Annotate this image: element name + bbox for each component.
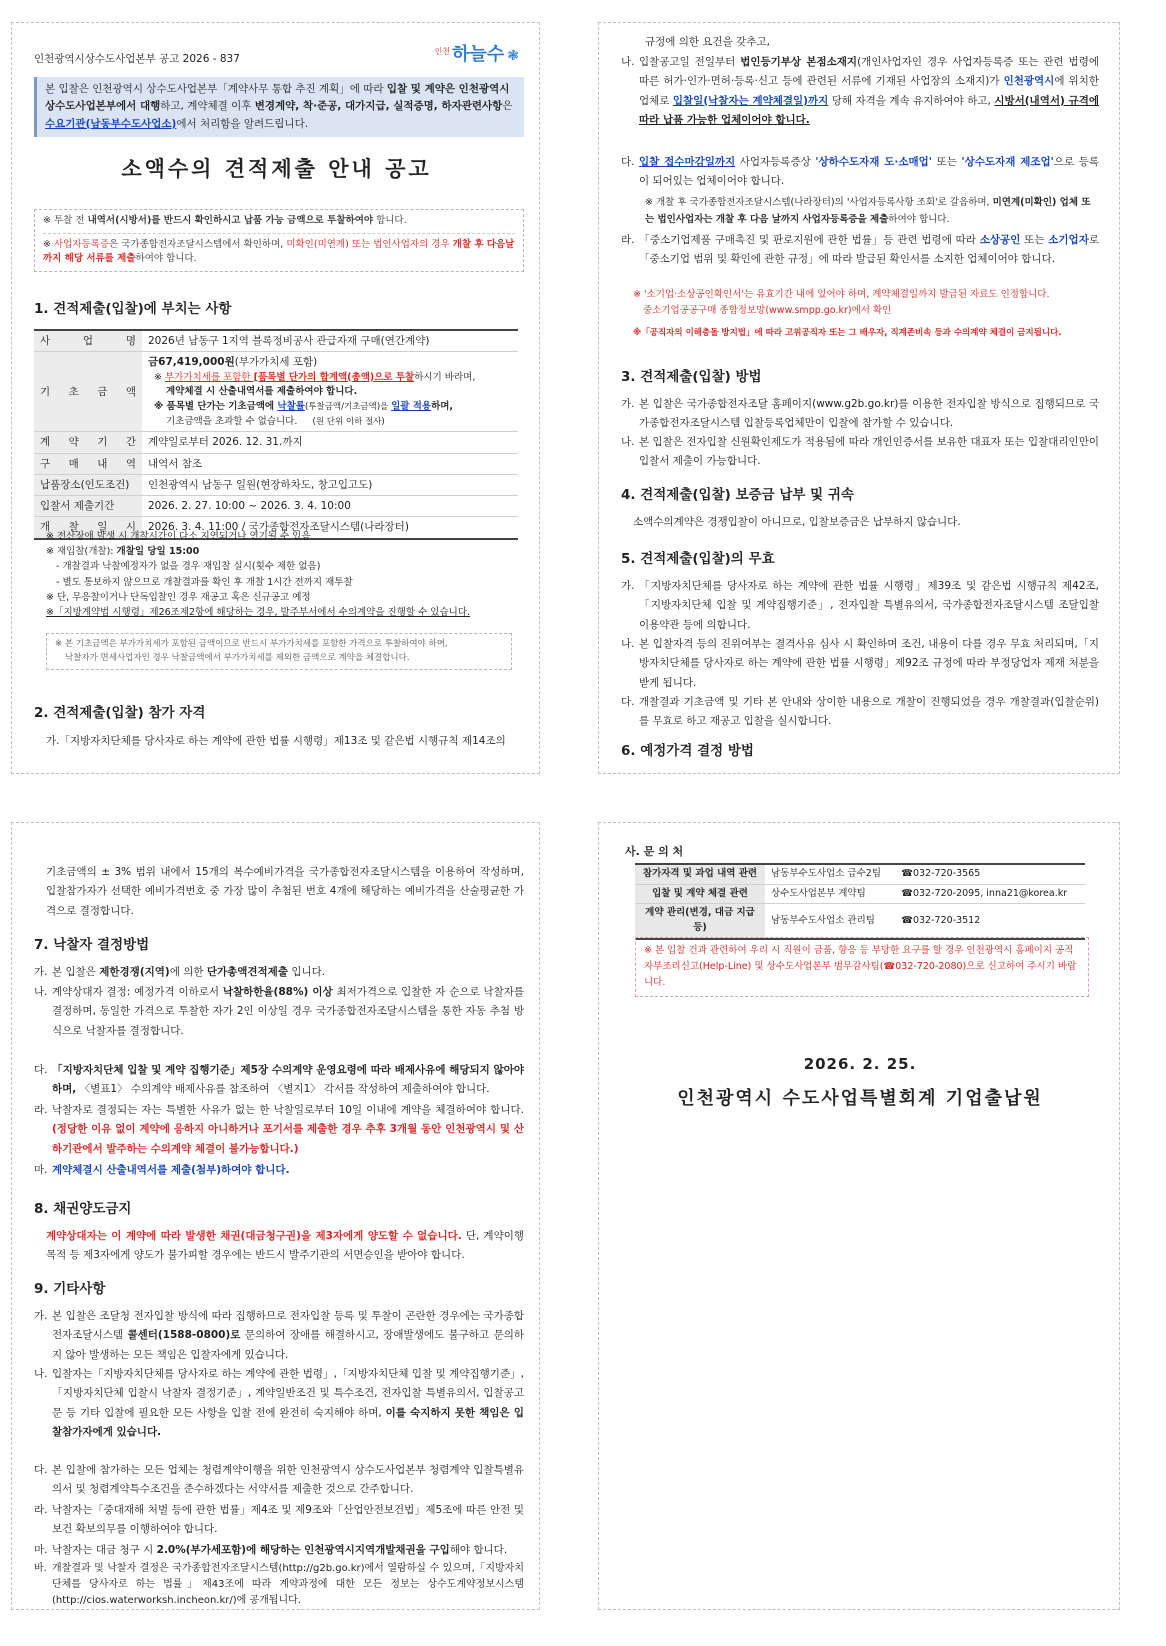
section-3-title: 3. 견적제출(입찰) 방법: [621, 369, 762, 385]
page-4: [598, 822, 1120, 1610]
intro-text: 하고, 계약체결 이후: [160, 100, 255, 113]
price-note: (원 단위 이하 절사): [312, 416, 385, 427]
ra-note-3: ※「공직자의 이해충돌 방지법」에 따라 고위공직자 또는 그 배우자, 직계존비속 등과 수의계약 체결이 금지됩니다.: [633, 328, 1062, 338]
page-3: [11, 822, 540, 1610]
note-text: 미연계(미확인) 업체 또는 법인사업자는 개찰 후 다음 날까지 사업자등록증을 제출: [645, 197, 1091, 225]
note-text: 하여야 합니다.: [888, 213, 950, 225]
note-line: - 별도 통보하지 않으므로 개찰결과를 확인 후 개찰 1시간 전까지 재투찰: [56, 576, 353, 588]
row-value: 2026년 남동구 1지역 블록정비공사 관급자재 구매(연간계약): [142, 330, 518, 352]
item-text: 〈별표1〉 수의계약 배제사유를 참조하여 〈별지1〉 각서를 작성하여 제출하여야 합니다.: [76, 1083, 490, 1096]
item-label: 나.: [34, 986, 48, 998]
note-text: 하여야 합니다.: [135, 253, 197, 265]
announcement-number: 인천광역시상수도사업본부 공고 2026 - 837: [34, 53, 240, 65]
table-row: [34, 330, 518, 352]
eligibility-note: [645, 195, 1099, 228]
item-label: 다.: [621, 156, 635, 168]
section-7-item-ra: [34, 1101, 524, 1159]
item-text: 입찰 접수마감일까지: [639, 156, 736, 168]
section-8-body: [46, 1227, 524, 1266]
item-text: 입찰일(낙찰자는 계약체결일)까지: [672, 94, 829, 107]
item-text: (개인사업자인 경우 사업자등록증 또는 관련 법령에 따른 허가·인가·면허·등록·신고 등에 관련된 서류에 기재된 사업장의 소재지)가: [639, 56, 1099, 88]
item-label: 나.: [621, 638, 635, 650]
item-label: 바.: [34, 1563, 47, 1574]
contact-role: 입찰 및 계약 체결 관련: [635, 884, 765, 904]
item-text: 계약체결시 산출내역서를 제출(첨부)하여야 합니다.: [52, 1164, 290, 1176]
item-text: 본 입찰은 전자입찰 신원확인제도가 적용됨에 따라 개인인증서를 보유한 대표자 또는 입찰대리인만이 입찰서 제출이 가능합니다.: [639, 436, 1099, 468]
ra-note-1: ※ '소기업·소상공인확인서'는 유효기간 내에 있어야 하며, 계약체결일까지 발급된 자료도 인정합니다.: [633, 289, 1050, 300]
item-label: 나.: [621, 56, 635, 68]
item-text: '상하수도자재 도·소매업': [815, 156, 932, 168]
row-key: 구 매 내 역: [34, 453, 142, 474]
item-label: 다.: [621, 696, 635, 708]
contact-phone: ☎032-720-3565: [895, 864, 1085, 884]
row-value: 2026. 2. 27. 10:00 ~ 2026. 3. 4. 10:00: [142, 496, 518, 517]
note-text: 개찰 후 다음날까지 해당 서류를 제출: [43, 238, 515, 265]
section-5-item-ga: [621, 577, 1099, 635]
item-text: 2.0%(부가세포함)에 해당하는 인천광역시지역개발채권을 구입: [156, 1544, 450, 1556]
section-3-item-ga: [621, 395, 1099, 434]
contact-role: 참가자격 및 과업 내역 관련: [635, 864, 765, 884]
item-text: 법인등기부상 본점소재지: [740, 56, 858, 68]
item-text: 소기업자: [1048, 234, 1089, 246]
note-line: ※ 본 기초금액은 부가가치세가 포함된 금액이므로 반드시 부가가치세를 포함한 가격으로 투찰하여야 하며,: [55, 639, 448, 649]
item-text: 「지방자치단체 입찰 및 계약 집행기준」제5장 수의계약 운영요령에 따라 배제사유에 해당되지 않아야 하며,: [52, 1064, 524, 1096]
page-title: 소액수의 견적제출 안내 공고: [121, 157, 432, 181]
intro-text: 입찰 및 계약은 인천광역시 상수도사업본부에서 대행: [45, 83, 510, 113]
row-value: 계약일로부터 2026. 12. 31.까지: [142, 432, 518, 453]
star-logo-icon: ❃: [507, 48, 519, 64]
item-label: 마.: [34, 1544, 48, 1556]
note-line: - 개찰결과 낙찰예정자가 없을 경우 재입찰 실시(횟수 제한 없음): [56, 561, 321, 573]
item-text: '상수도자재 제조업': [961, 156, 1054, 168]
item-label: 가.: [34, 966, 48, 978]
note-line: 개찰일 당일 15:00: [116, 546, 200, 558]
item-label: 라.: [34, 1504, 48, 1516]
item-text: 문의하여 장애를 해결하시고, 장애발생에도 불구하고 문의하지 않아 발생하는 모든 책임은 입찰자에게 있습니다.: [52, 1329, 525, 1361]
item-text: 콜센터(1588-0800)로: [127, 1329, 241, 1342]
row-value: [142, 352, 518, 432]
table-row: [34, 432, 518, 453]
section-7-title: 7. 낙찰자 결정방법: [34, 937, 150, 953]
item-text: 또는: [932, 156, 962, 168]
page-1: [11, 22, 540, 774]
section-9-item-ra: [34, 1501, 524, 1540]
row-key: 납품장소(인도조건): [34, 474, 142, 495]
item-text: 본 입찰은 조달청 전자입찰 방식에 따라 집행하므로 전자입찰 등록 및 투찰이 곤란한 경우에는 국가종합전자조달시스템: [52, 1310, 524, 1342]
item-text: 최저가격으로 입찰한 자 순으로 낙찰자를 결정하며, 동일한 가격으로 투찰한 자가 2인 이상일 경우 국가종합전자조달시스템을 통한 자동 추첨 방식으로 낙찰자를 결정합니다.: [52, 986, 524, 1037]
section-5-item-da: [621, 693, 1099, 732]
intro-text: 은: [502, 100, 513, 113]
table-row: [34, 496, 518, 517]
item-text: 입찰자는「지방자치단체를 당사자로 하는 계약에 관한 법령」,「지방자치단체 입찰 및 계약집행기준」,「지방자치단체 입찰시 낙찰자 결정기준」, 계약일반조건 및 특수조건, 전자입찰 특별유의서, 입찰공고문 등 기타 입찰에 필요한 모든 사항을 입찰 전에 완전히 숙지해야 하며,: [52, 1368, 524, 1419]
item-text: 개찰결과 기초금액 및 기타 본 안내와 상이한 내용으로 개찰이 진행되었을 경우 개찰결과(입찰순위)를 무효로 하고 재공고 입찰을 실시합니다.: [639, 696, 1099, 728]
logo-small-text: 인천: [434, 47, 451, 56]
item-text: 본 입찰자격 등의 진위여부는 결격사유 심사 시 확인하며 조건, 내용이 다를 경우 무효 처리되며,「지방자치단체를 당사자로 하는 계약에 관한 법률 시행령」제92조 규정에 따라 부정당업자 제재 처분을 받게 됩니다.: [639, 638, 1099, 689]
table-row: [34, 474, 518, 495]
item-text: 낙찰자는「중대재해 처벌 등에 관한 법률」제4조 및 제9조와「산업안전보건법」제5조에 따른 안전 및 보건 확보의무를 이행하여야 합니다.: [52, 1504, 524, 1536]
contact-title: 사. 문 의 처: [625, 845, 684, 858]
price-note: 하시기 바라며,: [414, 371, 476, 383]
section-9-item-ba: [34, 1561, 524, 1609]
contact-org: 남동부수도사업소 관리팀: [765, 904, 895, 939]
item-text: 또는: [1020, 234, 1049, 246]
item-text: (정당한 이유 없이 계약에 응하지 아니하거나 포기서를 제출한 경우 추후 3개월 동안 인천광역시 및 산하기관에서 발주하는 수의계약 체결이 불가능합니다.): [52, 1123, 524, 1155]
section-9-item-ma: [34, 1541, 524, 1560]
note-line: ※ 단, 무응찰이거나 단독입찰인 경우 재공고 혹은 신규공고 예정: [46, 591, 311, 603]
section-3-item-na: [621, 433, 1099, 472]
row-value: 인천광역시 남동구 일원(현장하차도, 창고입고도): [142, 474, 518, 495]
item-text: 단, 계약이행 목적 등 제3자에게 양도가 불가피할 경우에는 반드시 발주기관의 서면승인을 받아야 합니다.: [46, 1230, 525, 1262]
item-text: 낙찰하한율(88%) 이상: [222, 986, 333, 998]
price-note: 낙찰률: [277, 400, 305, 412]
section-4-title: 4. 견적제출(입찰) 보증금 납부 및 귀속: [621, 487, 854, 503]
item-label: 라.: [34, 1104, 48, 1116]
page-2: [598, 22, 1120, 774]
item-text: 사업자등록증상: [735, 156, 816, 168]
contact-row: [635, 864, 1085, 884]
contact-org: 남동부수도사업소 급수2팀: [765, 864, 895, 884]
issuer-name: 인천광역시 수도사업특별회계 기업출납원: [677, 1088, 1043, 1109]
section-5-title: 5. 견적제출(입찰)의 무효: [621, 551, 775, 567]
intro-text: 본 입찰은 인천광역시 상수도사업본부「계약사무 통합 추진 계획」에 따라: [45, 83, 387, 95]
item-text: 인천광역시: [1003, 75, 1055, 88]
issue-date: 2026. 2. 25.: [803, 1055, 917, 1073]
item-text: 해야 합니다.: [449, 1544, 508, 1556]
contact-phone: ☎032-720-3512: [895, 904, 1085, 939]
base-price: 금67,419,000원: [148, 356, 235, 369]
row-key: 입찰서 제출기간: [34, 496, 142, 517]
item-label: 가.: [34, 1310, 48, 1322]
contact-table: [635, 863, 1085, 940]
table-row: [34, 453, 518, 474]
item-label: 다.: [34, 1464, 48, 1476]
section-1-notes: [46, 529, 516, 620]
ra-note-2: 중소기업공공구매 종합정보망(www.smpp.go.kr)에서 확인: [643, 305, 892, 316]
section-8-title: 8. 채권양도금지: [34, 1201, 132, 1217]
note-text: 내역서(시방서)를 반드시 확인하시고 납품 가능 금액으로 투찰하여야: [87, 215, 374, 226]
item-text: 에 위치한 업체로: [639, 75, 1099, 107]
item-text: 로「중소기업 범위 및 확인에 관한 규정」에 따라 발급된 확인서를 소지한 업체이어야 합니다.: [639, 234, 1099, 266]
price-note: [품목별 단가의 합계액(총액)으로 투찰: [253, 371, 415, 383]
intro-text: 에서 처리함을 알려드립니다.: [176, 117, 309, 130]
section-9-item-ga: [34, 1307, 524, 1365]
note-line: ※ 전산장애 발생 시 개찰시간이 다소 지연되거나 연기될 수 있음: [46, 531, 311, 542]
price-note: 계약체결 시 산출내역서를 제출하여야 합니다.: [166, 386, 358, 398]
section-7-item-na: [34, 983, 524, 1041]
note-text: 사업자등록증: [53, 238, 110, 250]
row-key: 사 업 명: [34, 330, 142, 352]
intro-box: [34, 77, 524, 137]
item-label: 나.: [34, 1368, 48, 1380]
price-note: 일괄 적용: [391, 400, 432, 412]
note-text: ※ 개찰 후 국가종합전자조달시스템(나라장터)의 '사업자등록사항 조회'로 갈음하며,: [645, 197, 993, 208]
item-label: 나.: [621, 436, 635, 448]
notice-box: [34, 209, 524, 272]
item-text: 입찰공고일 전일부터: [639, 56, 741, 68]
item-label: 다.: [34, 1064, 48, 1076]
item-text: 낙찰자로 결정되는 자는 특별한 사유가 없는 한 낙찰일로부터 10일 이내에 계약을 체결하여야 합니다.: [52, 1104, 524, 1116]
price-note: ※ 품목별 단가는 기초금액에: [154, 400, 278, 412]
item-text: 입니다.: [287, 966, 326, 978]
section-2-item: 가.「지방자치단체를 당사자로 하는 계약에 관한 법률 시행령」제13조 및 같은법 시행규칙 제14조의: [46, 735, 506, 747]
continuation-text: 규정에 의한 요건을 갖추고,: [645, 36, 770, 48]
contact-row: [635, 884, 1085, 904]
section-9-item-da: [34, 1461, 524, 1500]
note-text: 미확인(미연계) 또는 법인사업자의 경우: [286, 238, 453, 250]
item-text: 본 입찰에 참가하는 모든 업체는 청렴계약이행을 위한 인천광역시 상수도사업본부 청렴계약 입찰특별유의서 및 청렴계약특수조건을 준수하겠다는 서약서를 제출한 것으로 간주합니다.: [52, 1464, 524, 1496]
item-text: 계약상대자는 이 계약에 따라 발생한 채권(대금청구권)을 제3자에게 양도할 수 없습니다.: [46, 1230, 462, 1242]
section-6-title: 6. 예정가격 결정 방법: [621, 743, 754, 759]
section-5-item-na: [621, 635, 1099, 693]
price-note: 부가가치세를 포함한: [164, 371, 254, 383]
vat-notice-box: [46, 633, 512, 670]
item-label: 마.: [34, 1164, 48, 1176]
item-label: 가.: [621, 580, 635, 592]
item-text: 「지방자치단체를 당사자로 하는 계약에 관한 법률 시행령」제39조 및 같은법 시행규칙 제42조,「지방자치단체 입찰 및 계약집행기준」, 전자입찰 특별유의서, 국가종합전자조달시스템 조달입찰 이용약관 등에 의합니다.: [639, 580, 1099, 631]
row-key: 기 초 금 액: [34, 352, 142, 432]
item-text: 에 의한: [169, 966, 207, 978]
item-text: 소상공인: [979, 234, 1021, 246]
item-text: 「중소기업제품 구매촉진 및 판로지원에 관한 법률」등 관련 법령에 따라: [639, 234, 980, 246]
eligibility-item-da: [621, 153, 1099, 192]
logo-main-text: 하늘수: [452, 44, 505, 65]
item-text: 시방서(내역서) 규격에 따라 납품 가능한 업체이어야 합니다.: [639, 94, 1099, 127]
item-text: 본 입찰은 국가종합전자조달 홈페이지(www.g2b.go.kr)를 이용한 전자입찰 방식으로 집행되므로 국가종합전자조달시스템 입찰등록업체만이 입찰에 참가할 수 있습니다.: [639, 398, 1099, 430]
contact-row: [635, 904, 1085, 939]
note-text: 합니다.: [373, 215, 407, 226]
contact-role: 계약 관리(변경, 대금 지급 등): [635, 904, 765, 939]
section-1-table: [34, 329, 518, 540]
intro-text: 수요기관(남동부수도사업소): [45, 117, 177, 130]
note-text: ※: [43, 238, 54, 250]
item-label: 가.: [621, 398, 635, 410]
note-line: 낙찰자가 면세사업자인 경우 낙찰금액에서 부가가치세를 제외한 금액으로 계약을 체결합니다.: [65, 653, 410, 664]
logo: [435, 41, 519, 69]
contact-org: 상수도사업본부 계약팀: [765, 884, 895, 904]
item-text: 당해 자격을 계속 유지하여야 하고,: [828, 94, 995, 107]
section-7-item-da: [34, 1061, 524, 1100]
section-2-title: 2. 견적제출(입찰) 참가 자격: [34, 705, 206, 721]
note-text: ※ 투찰 전: [43, 215, 88, 226]
row-key: 개 찰 일 시: [34, 517, 142, 539]
integrity-notice: ※ 본 입찰 건과 관련하여 우리 시 직원이 금품, 향응 등 부당한 요구를 할 경우 인천광역시 홈페이지 공직자부조리신고(Help-Line) 및 상수도사업본부 범무감사팀(☎032-720-2080)으로 신고하여 주시기 바랍니다.: [635, 937, 1089, 997]
continuation-text: 기초금액의 ± 3% 범위 내에서 15개의 복수예비가격을 국가종합전자조달시스템을 이용하여 작성하며, 입찰참가자가 선택한 예비가격번호 중 가장 많이 추첨된 번호 4개에 해당하는 예비가격을 산술평균한 가격으로 결정합니다.: [46, 866, 524, 917]
row-key: 계 약 기 간: [34, 432, 142, 453]
row-value: 2026. 3. 4. 11:00 / 국가종합전자조달시스템(나라장터): [142, 517, 518, 539]
intro-text: 변경계약, 착·준공, 대가지급, 실적증명, 하자관련사항: [254, 100, 503, 113]
base-price-note: (부가가치세 포함): [234, 356, 318, 369]
item-text: 본 입찰은: [52, 966, 100, 978]
eligibility-item-ra: [621, 231, 1099, 270]
item-text: 으로 등록이 되어있는 업체이어야 합니다.: [639, 156, 1099, 188]
price-note: 하며,: [431, 400, 454, 412]
table-row: [34, 352, 518, 432]
item-text: 단가총액견적제출: [206, 966, 288, 978]
row-value: 내역서 참조: [142, 453, 518, 474]
eligibility-item-na: [621, 53, 1099, 131]
contact-phone: ☎032-720-2095, inna21@korea.kr: [895, 884, 1085, 904]
section-4-body: 소액수의계약은 경쟁입찰이 아니므로, 입찰보증금은 납부하지 않습니다.: [633, 516, 961, 528]
note-line: ※「지방계약법 시행령」제26조제2항에 해당하는 경우, 발주부서에서 수의계약을 진행할 수 있습니다.: [46, 606, 471, 618]
item-text: 계약상대자 결정: 예정가격 이하로서: [52, 986, 223, 998]
item-text: 제한경쟁(지역): [99, 966, 170, 978]
item-text: 이를 숙지하지 못한 책임은 입찰참가자에게 있습니다.: [52, 1406, 524, 1439]
section-1-title: 1. 견적제출(입찰)에 부치는 사항: [34, 301, 232, 317]
section-9-title: 9. 기타사항: [34, 1281, 106, 1297]
section-9-item-na: [34, 1365, 524, 1443]
price-note: 기초금액을 초과할 수 없습니다.: [166, 415, 298, 427]
section-7-item-ga: [34, 963, 524, 982]
price-note: (투찰금액/기초금액)을: [304, 401, 392, 412]
note-line: ※ 재입찰(개찰):: [46, 546, 117, 558]
note-text: 은 국가종합전자조달시스템에서 확인하며,: [109, 238, 287, 250]
section-7-item-ma: [34, 1161, 524, 1180]
item-text: 개찰결과 및 낙찰자 결정은 국가종합전자조달시스템(http://g2b.go.kr)에서 열람하실 수 있으며,「지방자치단체를 당사자로 하는 법률」제43조에 따라 계약과정에 대한 모든 정보는 상수도계약정보시스템(http://cios.waterworksh.incheon.kr/)에 공개됩니다.: [52, 1563, 524, 1606]
item-label: 라.: [621, 234, 635, 246]
price-note: ※: [154, 371, 165, 383]
item-text: 낙찰자는 대금 청구 시: [52, 1544, 157, 1556]
